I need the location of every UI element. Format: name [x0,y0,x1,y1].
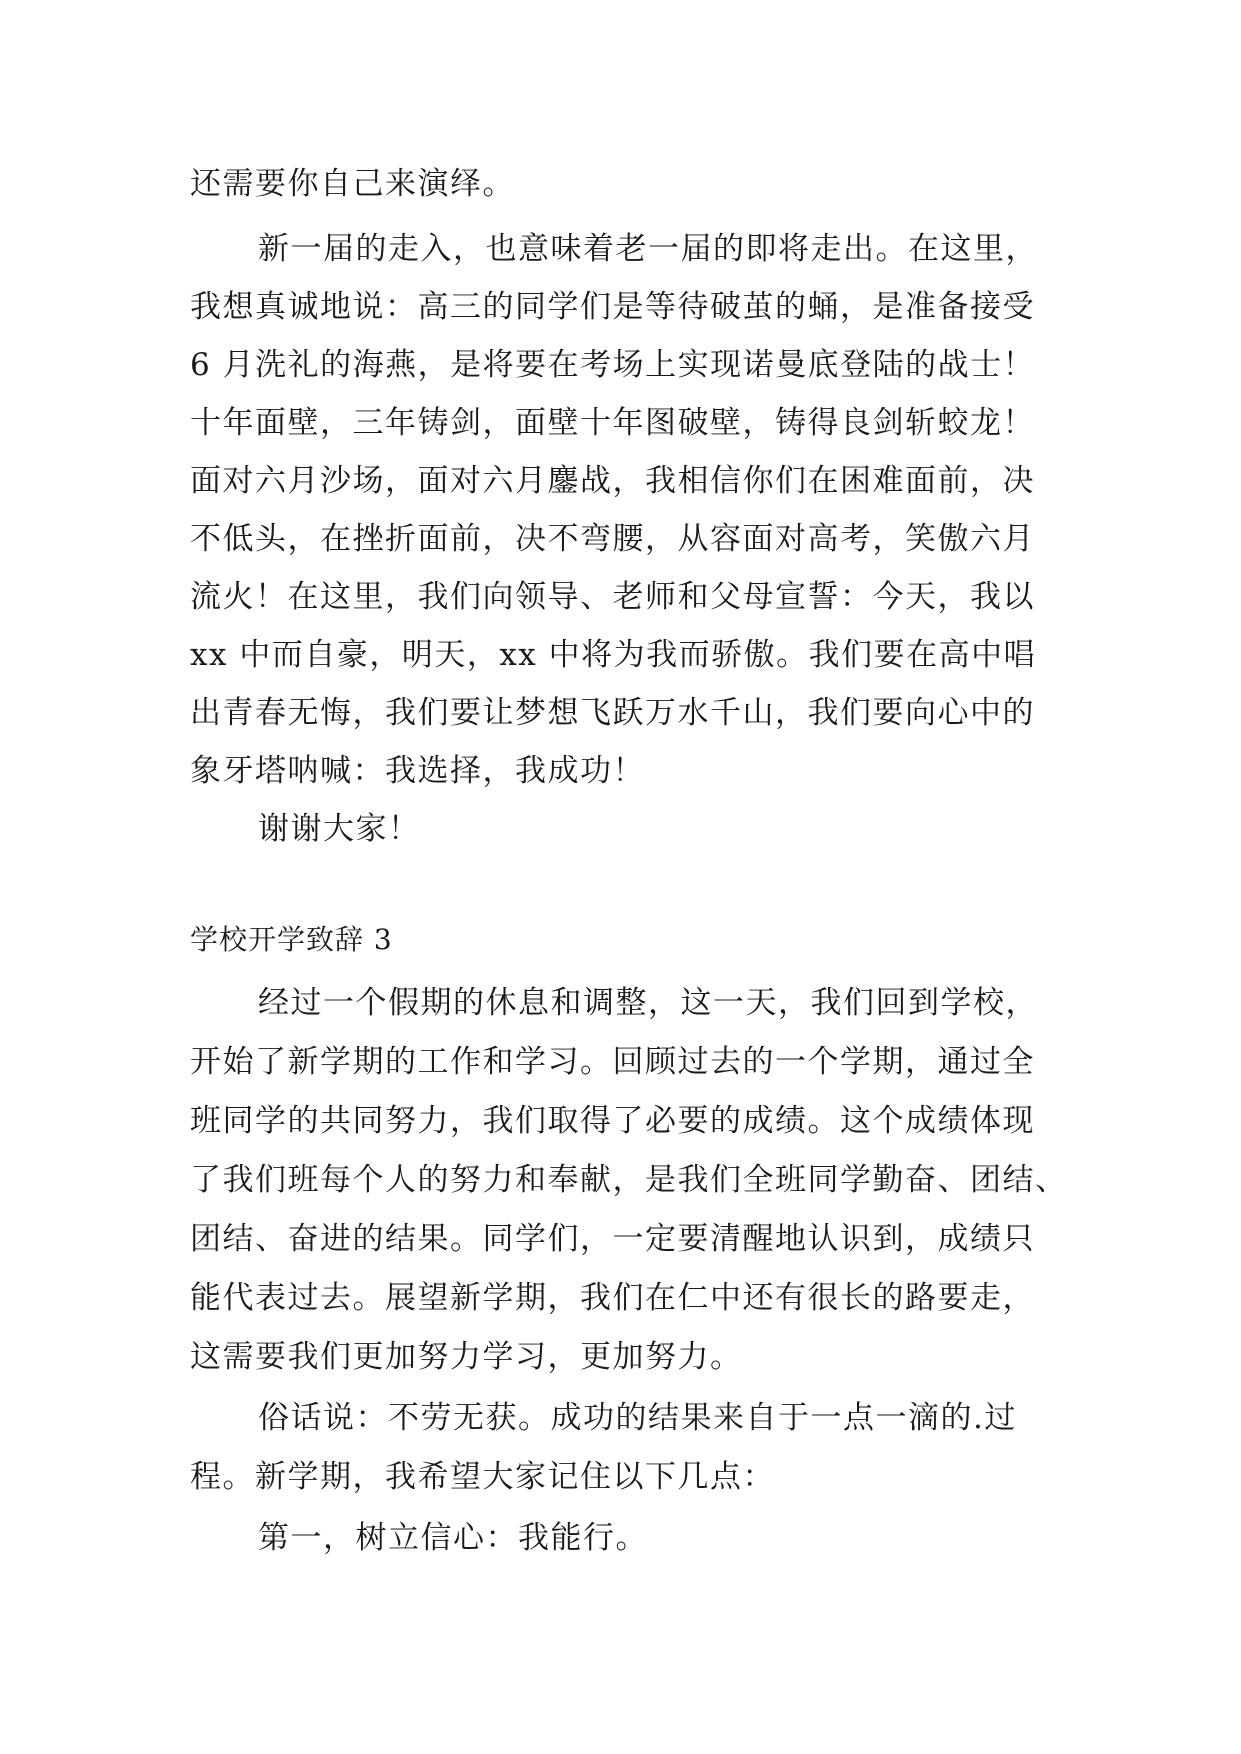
paragraph-line: 第一，树立信心：我能行。 [258,1520,648,1556]
paragraph-line: xx 中而自豪，明天，xx 中将为我而骄傲。我们要在高中唱 [190,637,1037,673]
paragraph-line: 谢谢大家！ [258,811,421,847]
paragraph-line: 流火！在这里，我们向领导、老师和父母宣誓：今天，我以 [190,579,1035,615]
paragraph-line: 还需要你自己来演绎。 [190,166,515,202]
paragraph-line: 我想真诚地说：高三的同学们是等待破茧的蛹，是准备接受 [190,289,1035,325]
paragraph-line: 了我们班每个人的努力和奉献，是我们全班同学勤奋、团结、 [190,1162,1068,1198]
paragraph-line: 经过一个假期的休息和调整，这一天，我们回到学校， [258,985,1038,1021]
paragraph-line: 十年面壁，三年铸剑，面壁十年图破壁，铸得良剑斩蛟龙！ [190,405,1035,441]
paragraph-line: 班同学的共同努力，我们取得了必要的成绩。这个成绩体现 [190,1103,1035,1139]
paragraph-line: 这需要我们更加努力学习，更加努力。 [190,1339,743,1375]
paragraph-line: 能代表过去。展望新学期，我们在仁中还有很长的路要走， [190,1280,1035,1316]
paragraph-line: 开始了新学期的工作和学习。回顾过去的一个学期，通过全 [190,1044,1035,1080]
paragraph-line: 新一届的走入，也意味着老一届的即将走出。在这里， [258,231,1038,267]
paragraph-line: 不低头，在挫折面前，决不弯腰，从容面对高考，笑傲六月 [190,521,1035,557]
paragraph-line: 团结、奋进的结果。同学们，一定要清醒地认识到，成绩只 [190,1221,1035,1257]
paragraph-line: 面对六月沙场，面对六月鏖战，我相信你们在困难面前，决 [190,463,1035,499]
paragraph-line: 象牙塔呐喊：我选择，我成功！ [190,753,645,789]
section-heading: 学校开学致辞 3 [190,923,393,956]
paragraph-line: 6 月洗礼的海燕，是将要在考场上实现诺曼底登陆的战士！ [190,347,1036,383]
paragraph-line: 程。新学期，我希望大家记住以下几点： [190,1459,775,1495]
paragraph-line: 俗话说：不劳无获。成功的结果来自于一点一滴的.过 [258,1400,1017,1436]
paragraph-line: 出青春无悔，我们要让梦想飞跃万水千山，我们要向心中的 [190,695,1035,731]
